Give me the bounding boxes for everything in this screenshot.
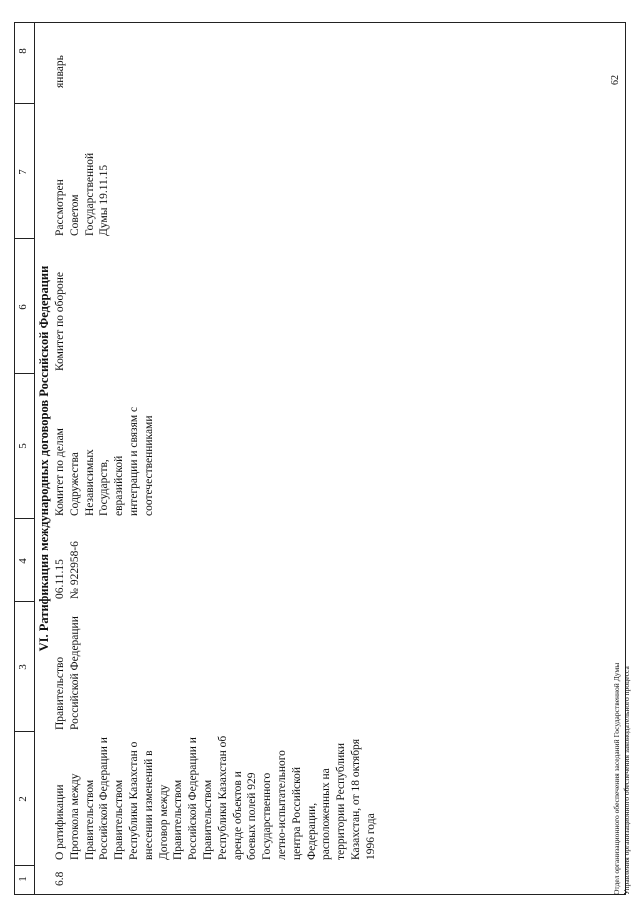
column-number-6: 6: [17, 304, 29, 310]
column-divider: [15, 518, 35, 519]
column-divider: [15, 238, 35, 239]
column-divider: [15, 373, 35, 374]
footer-administration-line: Управления организационного обеспечения законодательного процесса: [622, 666, 631, 895]
footer-department-line: Отдел организационного обеспечения заседаний Государственной Думы: [612, 662, 621, 895]
column-number-8: 8: [17, 48, 29, 54]
registration: 06.11.15 № 922958-6: [54, 541, 81, 599]
section-title: VI. Ратификация международных договоров Российской Федерации: [37, 265, 51, 652]
row-number: 6.8: [54, 871, 66, 886]
column-divider: [15, 731, 35, 732]
co-committee: Комитет по обороне: [54, 272, 66, 371]
column-number-1: 1: [17, 876, 29, 882]
table-frame: [14, 22, 626, 895]
planned-period: январь: [54, 55, 66, 88]
responsible-committee: Комитет по делам Содружества Независимых Государств, евразийской интеграции и связям с соотечественниками: [54, 406, 155, 516]
column-number-7: 7: [17, 169, 29, 175]
page-number: 62: [610, 75, 621, 85]
status: Рассмотрен Советом Государственной Думы 19.11.15: [54, 152, 111, 236]
initiator: Правительство Российской Федерации: [54, 616, 81, 730]
column-number-2: 2: [17, 796, 29, 802]
column-divider: [15, 103, 35, 104]
column-number-3: 3: [17, 664, 29, 670]
column-number-5: 5: [17, 443, 29, 449]
column-number-4: 4: [17, 558, 29, 564]
bill-title: О ратификации Протокола между Правительством Российской Федерации и Правительством Республики Казахстан о внесении изменений в Договор между Правительством Российской Федерации и Правительством Республики Казахстан об аренде объектов и боевых полей 929 Государственного летно-испытательного центра Российской Федерации, расположенных на территории Республики Казахстан, от 18 октября 1996 года: [54, 735, 377, 860]
column-header-row: [15, 23, 35, 894]
column-divider: [15, 601, 35, 602]
